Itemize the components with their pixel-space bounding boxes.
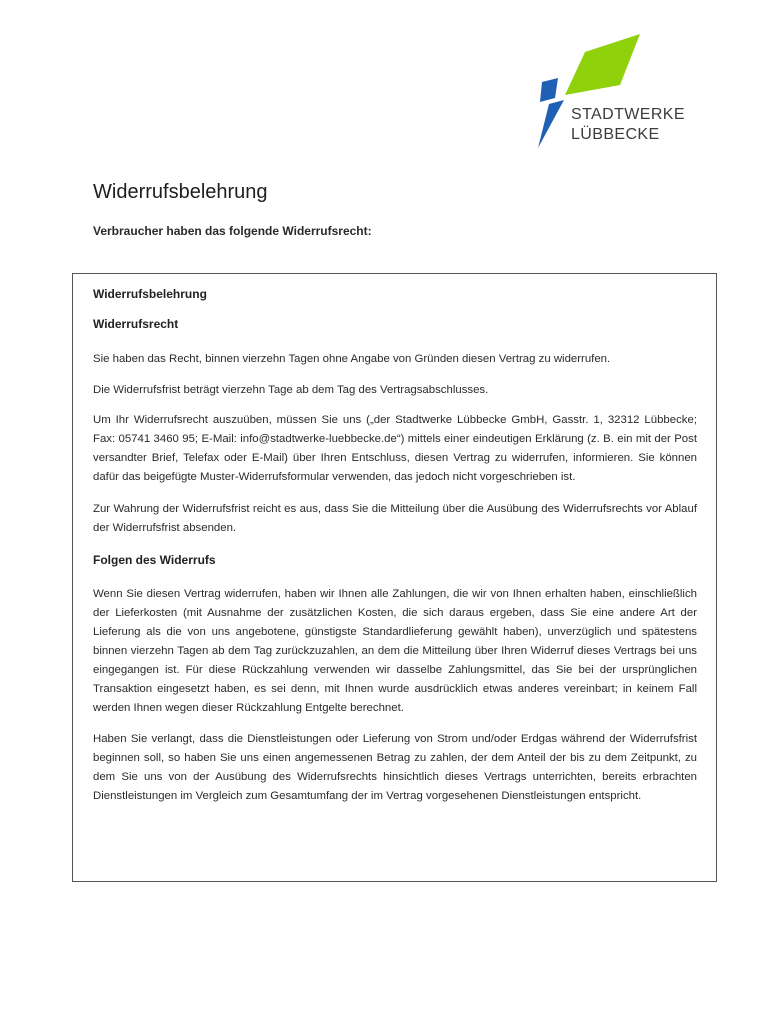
paragraph-refund: Wenn Sie diesen Vertrag widerrufen, haben wir Ihnen alle Zahlungen, die wir von Ihnen erhalten haben, einschließlich der Lieferkosten (mit Ausnahme der zusätzlichen Kosten, die sich daraus ergeben, dass Sie eine andere Art der Lieferung als die von uns angebotene, günstigste Standardlieferung gewählt haben), unverzüglich und spätestens binnen vierzehn Tagen ab dem Tag zurückzuzahlen, an dem die Mitteilung über Ihren Widerruf dieses Vertrags bei uns eingegangen ist. Für diese Rückzahlung verwenden wir dasselbe Zahlungsmittel, das Sie bei der ursprünglichen Transaktion eingesetzt haben, es sei denn, mit Ihnen wurde ausdrücklich etwas anderes vereinbart; in keinem Fall werden Ihnen wegen dieser Rückzahlung Entgelte berechnet. <box>93 588 697 714</box>
logo-text <box>571 105 685 145</box>
paragraph-how-to-withdraw: Um Ihr Widerrufsrecht auszuüben, müssen Sie uns („der Stadtwerke Lübbecke GmbH, Gasstr. 1, 32312 Lübbecke; Fax: 05741 3460 95; E-Mail: info@stadtwerke-luebbecke.de“) mittels einer eindeutigen Erklärung (z. B. ein mit der Post versandter Brief, Telefax oder E-Mail) über Ihren Entschluss, diesen Vertrag zu widerrufen, informieren. Sie können dafür das beigefügte Muster-Widerrufsformular verwenden, das jedoch nicht vorgeschrieben ist. <box>93 414 697 483</box>
box-heading-widerrufsrecht: Widerrufsrecht <box>93 317 179 331</box>
page-title: Widerrufsbelehrung <box>93 181 268 203</box>
paragraph-services-started: Haben Sie verlangt, dass die Dienstleistungen oder Lieferung von Strom und/oder Erdgas während der Widerrufsfrist beginnen soll, so haben Sie uns einen angemessenen Betrag zu zahlen, der dem Anteil der bis zu dem Zeitpunkt, zu dem Sie uns von der Ausübung des Widerrufsrechts hinsichtlich dieses Vertrags unterrichten, bereits erbrachten Dienstleistungen im Vergleich zum Gesamtumfang der im Vertrag vorgesehenen Dienstleistungen entspricht. <box>93 733 697 802</box>
box-heading-widerrufsbelehrung: Widerrufsbelehrung <box>93 287 207 301</box>
paragraph-right-to-withdraw: Sie haben das Recht, binnen vierzehn Tagen ohne Angabe von Gründen diesen Vertrag zu widerrufen. <box>93 353 611 365</box>
paragraph-deadline: Zur Wahrung der Widerrufsfrist reicht es aus, dass Sie die Mitteilung über die Ausübung des Widerrufsrechts vor Ablauf der Widerrufsfrist absenden. <box>93 503 697 534</box>
logo-line-2: LÜBBECKE <box>571 126 660 143</box>
box-heading-consequences: Folgen des Widerrufs <box>93 553 216 567</box>
logo-line-1: STADTWERKE <box>571 106 685 123</box>
withdrawal-notice-box <box>72 273 717 882</box>
company-logo <box>528 34 698 152</box>
page-subtitle: Verbraucher haben das folgende Widerrufsrecht: <box>93 224 372 238</box>
paragraph-withdrawal-period: Die Widerrufsfrist beträgt vierzehn Tage ab dem Tag des Vertragsabschlusses. <box>93 384 489 396</box>
